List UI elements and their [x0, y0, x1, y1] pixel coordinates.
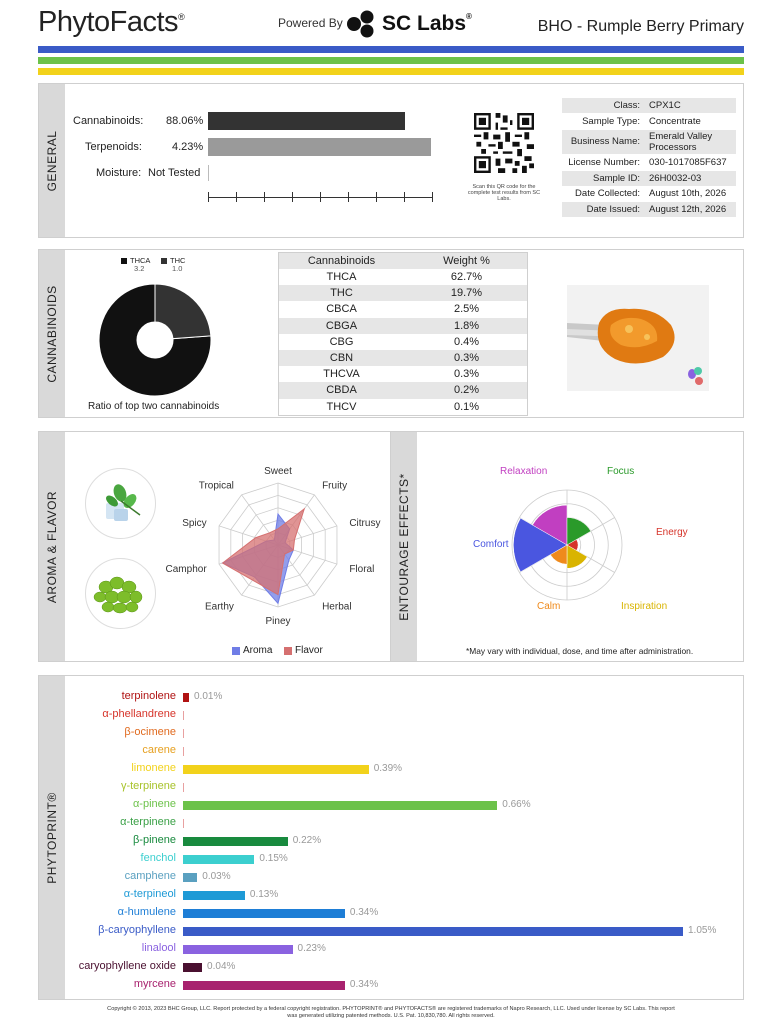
cannabinoids-sidebar: [39, 250, 65, 417]
cannabinoid-table-header: Cannabinoids Weight %: [279, 253, 527, 269]
radar-axis-label: Fruity: [322, 480, 348, 492]
terpene-bar: [183, 909, 345, 918]
scale-tick: [432, 192, 433, 202]
terpene-bar: [183, 855, 254, 864]
moisture-bar-empty: [208, 165, 209, 181]
cannabinoid-table-row: CBG 0.4%: [329, 335, 480, 348]
info-row-license-number: License Number: 030-1017085F637: [568, 157, 727, 168]
terpene-label: terpinolene: [121, 690, 176, 702]
cannabinoid-table-row: CBGA 1.8%: [279, 318, 527, 334]
radar-axis-label: Camphor: [165, 564, 207, 576]
terpene-value-label: 0.34%: [349, 907, 379, 918]
terpene-label: camphene: [124, 870, 176, 882]
terpene-bar: [183, 765, 369, 774]
terpenoids-bar: [208, 138, 431, 156]
entourage-sidebar: [391, 432, 417, 661]
terpenoids-label: Terpenoids:: [85, 141, 142, 153]
concentrate-photo: [567, 285, 709, 391]
section-title-cannabinoids: CANNABINOIDS: [45, 284, 59, 383]
terpene-label: α-pinene: [132, 798, 176, 810]
brand-logo: PhytoFacts®: [38, 6, 185, 38]
terpene-label: fenchol: [140, 852, 176, 864]
terpene-bar: [183, 819, 184, 828]
terpene-label: limonene: [131, 762, 176, 774]
radar-axis-label: Piney: [265, 616, 291, 627]
cannabinoid-table-row: THCV 0.1%: [326, 400, 480, 413]
legend-swatch-thca: [121, 258, 127, 264]
terpene-bar: [183, 891, 245, 900]
polar-label-comfort: Comfort: [473, 539, 509, 550]
cannabinoid-table-row: CBCA 2.5%: [326, 303, 480, 316]
aroma-sidebar: [39, 432, 65, 661]
stripe-yellow: [38, 68, 744, 75]
herb-mint-icon: [84, 467, 157, 540]
scale-tick: [348, 192, 349, 202]
legend-swatch-thc: [161, 258, 167, 264]
scale-tick: [264, 192, 265, 202]
polar-label-inspiration: Inspiration: [621, 601, 668, 612]
terpene-value-label: 0.23%: [297, 943, 326, 954]
section-title-phytoprint: PHYTOPRINT®: [45, 791, 59, 884]
cannabinoid-table: [278, 252, 528, 416]
terpene-label: β-caryophyllene: [98, 924, 176, 936]
terpene-label: β-pinene: [132, 834, 176, 846]
entourage-effects-polar-chart: [430, 452, 730, 632]
polar-sector-focus: [567, 518, 591, 546]
scale-tick: [236, 192, 237, 202]
radar-axis-label: Earthy: [205, 601, 234, 613]
terpene-value-label: 0.66%: [502, 799, 531, 810]
stripe-blue: [38, 46, 744, 53]
moisture-label: Moisture:: [96, 167, 142, 179]
terpene-value-label: 0.15%: [259, 853, 288, 864]
terpene-label: α-humulene: [117, 906, 176, 918]
terpene-value-label: 0.39%: [373, 763, 403, 774]
legend-label-thca: THCA: [130, 256, 151, 265]
radar-axis-label: Herbal: [322, 601, 352, 613]
cannabinoid-table-row: THCA 62.7%: [326, 271, 483, 283]
terpene-label: β-ocimene: [124, 726, 176, 738]
radar-axis-label: Spicy: [182, 517, 207, 529]
terpene-value-label: 0.34%: [349, 979, 379, 990]
radar-axis-label: Floral: [349, 564, 375, 576]
terpene-value-label: 0.01%: [194, 691, 223, 702]
general-sidebar: [39, 84, 65, 237]
copyright-footer: Copyright © 2013, 2023 BHC Group, LLC. Report protected by a federal copyright registration. PHYTOPRINT® and PHYTOFACTS® are registered trademarks of Napro Research, LLC. Used under license by SC Labs. This report was generated utilizing patented methods. U.S. Pat. 10,830,780. All rights reserved.: [107, 1006, 675, 1019]
scale-tick: [320, 192, 321, 202]
scale-tick: [376, 192, 377, 202]
polar-label-relaxation: Relaxation: [500, 466, 548, 477]
donut-slice-thc: [155, 284, 211, 339]
info-row-sample-id: Sample ID: 26H0032-03: [562, 171, 736, 186]
cannabinoid-table-row: THCVA 0.3%: [323, 368, 480, 381]
radar-axis-label: Tropical: [198, 480, 234, 492]
scale-tick: [404, 192, 405, 202]
terpene-label: linalool: [141, 942, 176, 954]
terpene-bar: [183, 981, 345, 990]
stripe-green: [38, 57, 744, 64]
qr-caption: Scan this QR code for the complete test results from SC Labs.: [467, 184, 541, 202]
terpene-bar: [183, 963, 202, 972]
terpene-value-label: 0.13%: [249, 889, 279, 900]
entourage-note: *May vary with individual, dose, and time after administration.: [466, 646, 694, 656]
terpene-label: carene: [142, 744, 176, 756]
donut-caption: Ratio of top two cannabinoids: [88, 401, 220, 412]
legend-ratio-thc: 1.0: [172, 264, 183, 273]
legend-label-flavor: Flavor: [295, 645, 323, 656]
product-name: BHO - Rumple Berry Primary: [537, 18, 744, 35]
section-title-aroma: AROMA & FLAVOR: [45, 490, 59, 603]
terpene-bar: [183, 927, 683, 936]
terpene-value-label: 0.22%: [292, 835, 322, 846]
qr-code-icon[interactable]: [474, 113, 534, 173]
legend-ratio-thca: 3.2: [134, 264, 145, 273]
info-row-class: Class: CPX1C: [562, 98, 736, 113]
terpene-bar: [183, 783, 184, 792]
section-title-general: GENERAL: [45, 130, 59, 191]
cannabinoid-table-row: CBDA 0.2%: [279, 382, 527, 398]
terpene-bar: [183, 837, 288, 846]
terpene-bar: [183, 873, 197, 882]
terpene-value-label: 0.03%: [202, 871, 231, 882]
legend-swatch-flavor: [284, 647, 292, 655]
legend-swatch-aroma: [232, 647, 240, 655]
terpene-bar: [183, 693, 189, 702]
terpene-label: caryophyllene oxide: [78, 960, 176, 972]
terpene-label: α-terpinene: [120, 816, 176, 828]
terpene-bar: [183, 747, 184, 756]
polar-label-focus: Focus: [607, 466, 635, 477]
terpenoids-value: 4.23%: [172, 141, 204, 153]
herb-hops-icon: [84, 557, 157, 630]
sc-labs-logo-icon: [346, 10, 376, 38]
cannabinoid-table-row: THC 19.7%: [279, 285, 527, 301]
cannabinoid-donut-chart: [98, 283, 212, 397]
terpene-bar: [183, 945, 293, 954]
radar-axis-label: Citrusy: [349, 517, 381, 529]
cannabinoids-label: Cannabinoids:: [73, 115, 144, 127]
scale-tick: [292, 192, 293, 202]
lab-name: SC Labs®: [382, 12, 472, 35]
moisture-value: Not Tested: [148, 167, 201, 179]
legend-label-aroma: Aroma: [243, 645, 273, 656]
terpene-bar: [183, 801, 497, 810]
terpene-bar: [183, 729, 184, 738]
terpene-label: α-phellandrene: [102, 708, 176, 720]
polar-label-energy: Energy: [656, 527, 688, 538]
terpene-label: γ-terpinene: [120, 780, 176, 792]
cannabinoid-table-row: CBN 0.3%: [279, 350, 527, 366]
aroma-flavor-radar-chart: [160, 452, 390, 632]
info-row-sample-type: Sample Type: Concentrate: [582, 116, 701, 127]
powered-by-label: Powered By: [278, 16, 343, 30]
info-row-business-name: Business Name: Emerald Valley Processors: [562, 130, 736, 154]
info-row-date-collected: Date Collected: August 10th, 2026: [575, 188, 727, 199]
info-row-date-issued: Date Issued: August 12th, 2026: [562, 202, 736, 217]
section-title-entourage: ENTOURAGE EFFECTS*: [397, 472, 411, 621]
phytoprint-sidebar: [39, 676, 65, 999]
cannabinoids-bar: [208, 112, 405, 130]
terpene-label: myrcene: [133, 978, 176, 990]
polar-label-calm: Calm: [537, 601, 561, 612]
cannabinoids-value: 88.06%: [166, 115, 204, 127]
terpene-label: α-terpineol: [123, 888, 176, 900]
legend-label-thc: THC: [170, 256, 186, 265]
terpene-value-label: 1.05%: [688, 925, 717, 936]
radar-axis-label: Sweet: [264, 466, 292, 477]
scale-tick: [208, 192, 209, 202]
report-header: [38, 6, 744, 42]
terpene-value-label: 0.04%: [207, 961, 236, 972]
terpene-bar: [183, 711, 184, 720]
